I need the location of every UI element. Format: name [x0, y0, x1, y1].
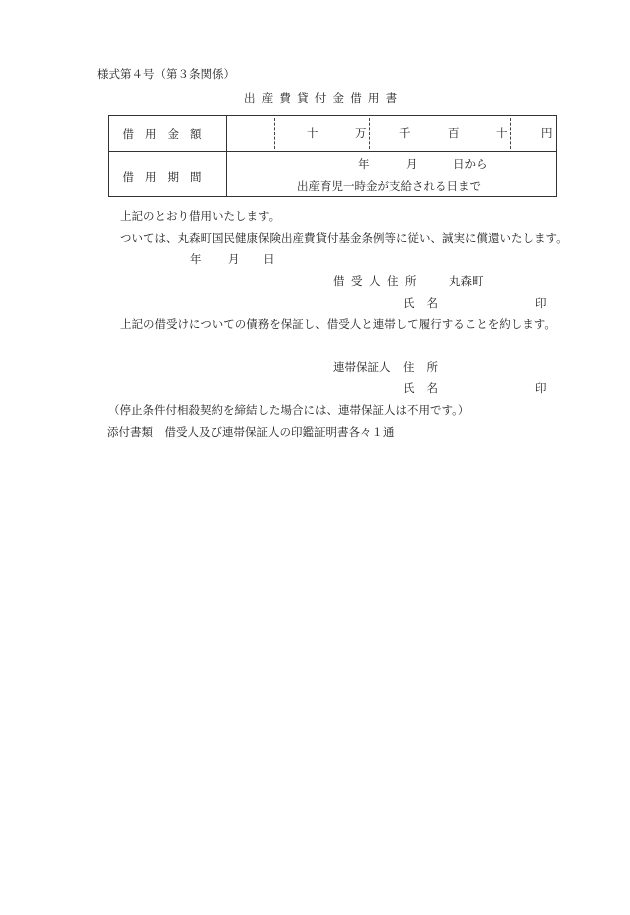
unit-label: 十 [307, 126, 319, 140]
digit-divider [274, 118, 275, 149]
date-day: 日 [263, 252, 275, 266]
period-month: 月 [406, 157, 418, 171]
borrower-seal: 印 [535, 296, 547, 310]
date-month: 月 [228, 252, 240, 266]
unit-label: 百 [448, 126, 460, 140]
statement-repay: ついては、丸森町国民健康保険出産費貸付基金条例等に従い、誠実に償還いたします。 [120, 231, 568, 245]
statement-borrow: 上記のとおり借用いたします。 [120, 209, 281, 223]
document-title: 出産費貸付金借用書 [244, 91, 404, 105]
guarantor-seal: 印 [535, 381, 547, 395]
borrower-address-label: 借受人住所 [333, 274, 423, 288]
guarantor-label: 連帯保証人 [333, 360, 391, 374]
loan-table [108, 115, 557, 197]
digit-divider [510, 118, 511, 149]
period-until: 出産育児一時金が支給される日まで [297, 179, 481, 193]
attachments: 添付書類 借受人及び連帯保証人の印鑑証明書各々１通 [107, 425, 395, 439]
amount-label: 借用金額 [122, 127, 213, 141]
form-number: 様式第４号（第３条関係） [97, 67, 235, 81]
guarantee-statement: 上記の借受けについての債務を保証し、借受人と連帯して履行することを約します。 [120, 317, 556, 331]
unit-label: 円 [541, 126, 553, 140]
date-year: 年 [190, 252, 202, 266]
guarantor-note: （停止条件付相殺契約を締結した場合には、連帯保証人は不用です。） [108, 403, 470, 417]
guarantor-address-label: 住所 [403, 360, 450, 374]
table-row-divider [109, 151, 556, 152]
borrower-address: 丸森町 [449, 274, 484, 288]
unit-label: 十 [496, 126, 508, 140]
unit-label: 万 [355, 126, 367, 140]
guarantor-name-label: 氏名 [403, 381, 450, 395]
period-year: 年 [358, 157, 370, 171]
unit-label: 千 [399, 126, 411, 140]
period-day-from: 日から [453, 157, 488, 171]
digit-divider [369, 118, 370, 149]
table-column-divider [226, 116, 227, 196]
period-label: 借用期間 [122, 170, 213, 184]
borrower-name-label: 氏名 [403, 296, 450, 310]
